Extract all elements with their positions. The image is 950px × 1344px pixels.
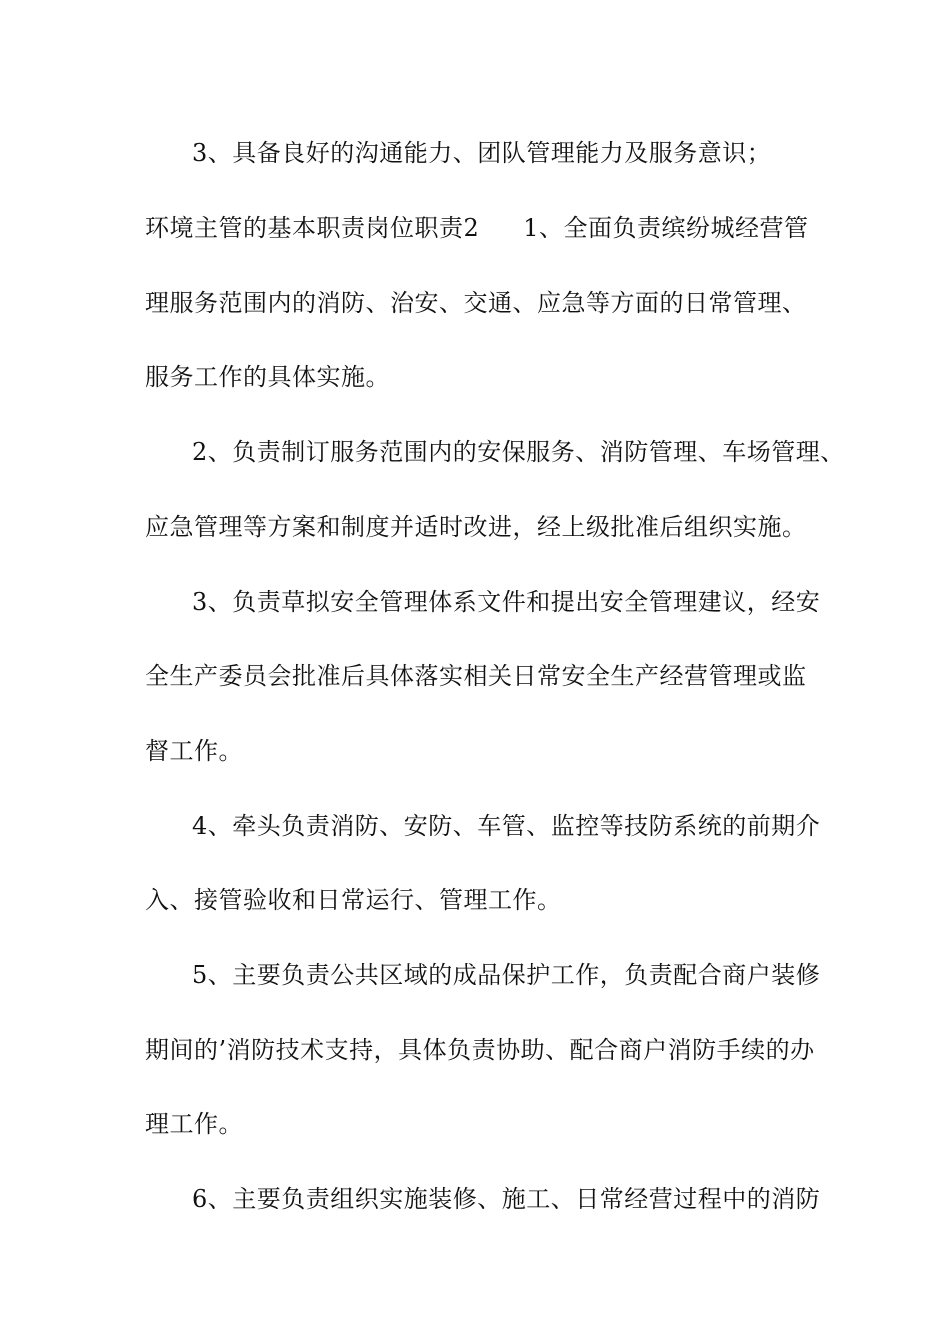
text-line-15: 6、主要负责组织实施装修、施工、日常经营过程中的消防 (192, 1185, 821, 1213)
text-line-14: 理工作。 (145, 1110, 243, 1138)
text-line-12: 5、主要负责公共区域的成品保护工作，负责配合商户装修 (192, 961, 821, 989)
text-line-3: 理服务范围内的消防、治安、交通、应急等方面的日常管理、 (145, 289, 807, 317)
text-line-11: 入、接管验收和日常运行、管理工作。 (145, 886, 562, 914)
text-line-9: 督工作。 (145, 737, 243, 765)
text-line-10: 4、牵头负责消防、安防、车管、监控等技防系统的前期介 (192, 812, 821, 840)
text-line-1: 3、具备良好的沟通能力、团队管理能力及服务意识； (192, 139, 772, 167)
text-line-7: 3、负责草拟安全管理体系文件和提出安全管理建议，经安 (192, 588, 821, 616)
text-line-5: 2、负责制订服务范围内的安保服务、消防管理、车场管理、 (192, 438, 845, 466)
text-line-13: 期间的’消防技术支持，具体负责协助、配合商户消防手续的办 (145, 1036, 815, 1064)
text-line-4: 服务工作的具体实施。 (145, 363, 390, 391)
text-line-2 (145, 213, 809, 243)
section-heading: 环境主管的基本职责岗位职责2 (145, 214, 480, 242)
item-1-start: 1、全面负责缤纷城经营管 (523, 214, 809, 242)
text-line-6: 应急管理等方案和制度并适时改进，经上级批准后组织实施。 (145, 513, 807, 541)
text-line-8: 全生产委员会批准后具体落实相关日常安全生产经营管理或监 (145, 662, 807, 690)
